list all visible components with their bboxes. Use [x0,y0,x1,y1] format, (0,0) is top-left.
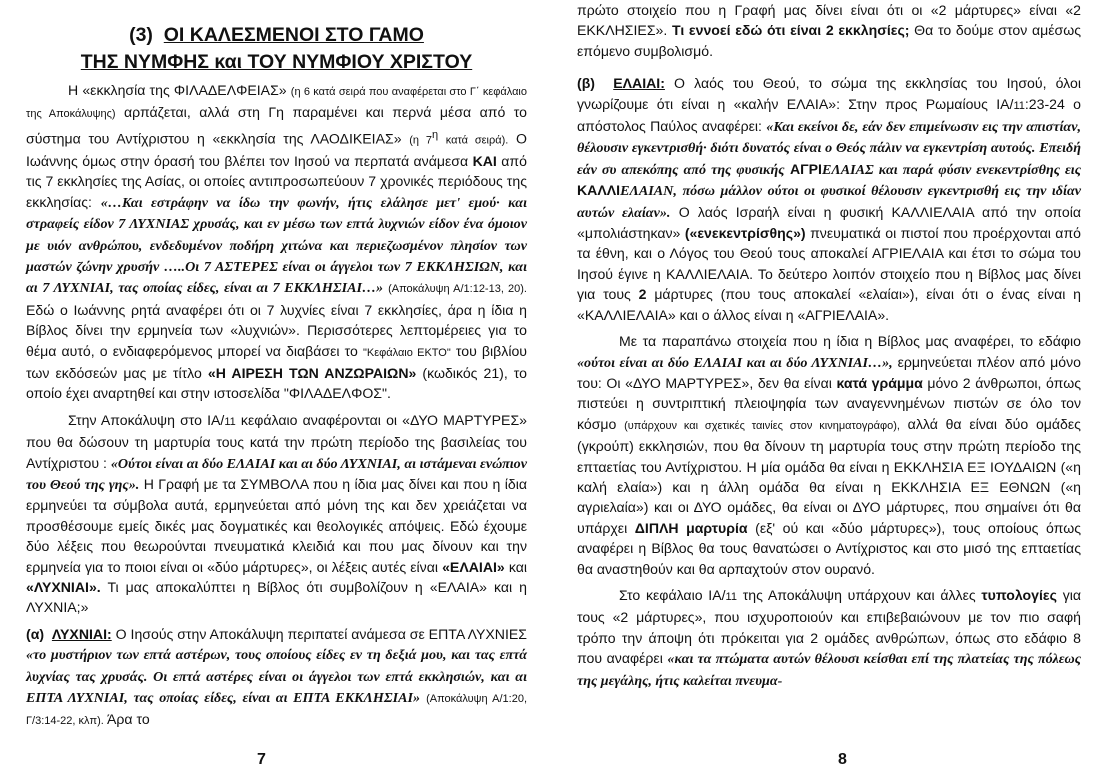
section-label: (β) [577,75,595,92]
chapter-title [26,22,527,76]
bible-quote: «ούτοι είναι αι δύο ΕΛΑΙΑΙ και αι δύο ΛΥΧΝΙΑΙ…», [577,354,893,371]
paragraph-two-witnesses: Στην Αποκάλυψη στο ΙΑ/11 κεφάλαιο αναφέρονται οι «ΔΥΟ ΜΑΡΤΥΡΕΣ» που θα δώσουν τη μαρτυρία τους κατά την πρώτη περίοδο της βασιλείας του Αντίχριστου : «Ούτοι είναι αι δύο ΕΛΑΙΑΙ και αι δύο ΛΥΧΝΙΑΙ, αι ιστάμεναι ενώπιον του Θεού της γης». Η Γραφή με τα ΣΥΜΒΟΛΑ που η ίδια μας δίνει και που η ίδια ερμηνεύει τα σύμβολα αυτά, ερμηνεύεται από μόνη της και δεν χρειάζεται να προσθέσουμε εμείς δικές μας δογματικές και θεολογικές απόψεις. Εδώ έχουμε δύο λέξεις που θεωρούνται πνευματικά κλειδιά και που μας δίνουν και την ερμηνεία για το ποιοι είναι οι «δύο μάρτυρες», οι λέξεις αυτές είναι «ΕΛΑΙΑΙ» και «ΛΥΧΝΙΑΙ». Τι μας αποκαλύπτει η Βίβλος ότι συμβολίζουν η «ΕΛΑΙΑ» και η ΛΥΧΝΙΑ;» [26,411,528,616]
bible-quote: «…Και εστράφην να ίδω την φωνήν, ήτις ελάλησε μετ' εμού· και στραφείς είδον 7 ΛΥΧΝΙΑΣ χρυσάς, και εν μέσω των επτά λυχνιών είδον ένα όμοιον με υιόν ανθρώπου, ενδεδυμένον ποδήρη χιτώνα και περιεζωσμένον πλησίον των μαστών ζώνην χρυσήν …..Οι 7 ΑΣΤΕΡΕΣ είναι οι άγγελοι των 7 ΕΚΚΛΗΣΙΩΝ, και αι 7 ΛΥΧΝΙΑΙ, τας οποίας είδες, είναι αι 7 ΕΚΚΛΗΣΙΑΙ…» [26,194,527,297]
section-label: (α) [26,625,45,642]
section-heading: ΕΛΑΙΑΙ: [613,75,665,92]
bible-quote: «και τα πτώματα αυτών θέλουσι κείσθαι επί της πλατείας της πόλεως της μεγάλης, ήτις καλείται πνευμα- [577,651,1081,689]
title-line-1: ΟΙ ΚΑΛΕΣΜΕΝΟΙ ΣΤΟ ΓΑΜΟ [163,24,424,46]
paragraph-interpretation: Με τα παραπάνω στοιχεία που η ίδια η Βίβλος μας αναφέρει, το εδάφιο «ούτοι είναι αι δύο ΕΛΑΙΑΙ και αι δύο ΛΥΧΝΙΑΙ…», ερμηνεύεται πλέον από μόνο του: Οι «ΔΥΟ ΜΑΡΤΥΡΕΣ», δεν θα είναι κατά γράμμα μόνο 2 άνθρωποι, όπως πιστεύει η συντριπτική πλειοψηφία των αναγεννημένων πιστών σε όλο τον κόσμο (υπάρχουν και σχετικές ταινίες στον κινηματογράφο), αλλά θα είναι δύο ομάδες (γκρούπ) εκκλησιών, που θα δίνουν τη μαρτυρία τους στην πρώτη περίοδο της επταετίας του Αντίχριστου. Η μία ομάδα θα είναι η ΕΚΚΛΗΣΙΑ ΕΞ ΙΟΥΔΑΙΩΝ («η καλή ελαία») και η άλλη ομάδα θα είναι η ΕΚΚΛΗΣΙΑ ΕΞ ΕΘΝΩΝ («η αγριελαία») και οι ΔΥΟ ομάδες, θα είναι οι ΔΥΟ μάρτυρες, που σημαίνει ότι θα υπάρχει ΔΙΠΛΗ μαρτυρία (εξ' ού και «δύο μάρτυρες»), τους οποίους όπως αναφέρει η Βίβλος θα τους θανατώσει ο Αντίχριστος και στο μισό της επταετίας θα αναστηθούν και θα αρπαχτούν στον ουρανό. [577,333,1082,577]
section-heading: ΛΥΧΝΙΑΙ: [51,625,112,642]
paragraph-lychniai: (α) ΛΥΧΝΙΑΙ: Ο Ιησούς στην Αποκάλυψη περιπατεί ανάμεσα σε ΕΠΤΑ ΛΥΧΝΙΕΣ «το μυστήριον των επτά αστέρων, τους οποίους είδες εν τη δεξιά μου, και τας επτά λυχνίας τας χρυσάς. Οι επτά αστέρες είναι οι άγγελοι των επτά εκκλησιών, και αι ΕΠΤΑ ΛΥΧΝΙΑΙ, τας οποίας είδες, είναι αι ΕΠΤΑ ΕΚΚΛΗΣΙΑΙ» (Αποκάλυψη Α/1:20, Γ/3:14-22, κλπ). Άρα το [26,625,528,728]
right-page [553,0,1107,775]
paragraph-philadelphia: Η «εκκλησία της ΦΙΛΑΔΕΛΦΕΙΑΣ» (η 6 κατά σειρά που αναφέρεται στο Γ΄ κεφάλαιο της Αποκάλυψης) αρπάζεται, αλλά στη Γη παραμένει και περνά μέσα από το σύστημα του Αντίχριστου η «εκκλησία της ΛΑΟΔΙΚΕΙΑΣ» (η $7^\eta$ κατά σειρά). Ο Ιωάννης όμως στην όρασή του βλέπει τον Ιησού να περπατά ανάμεσα ΚΑΙ από τις 7 εκκλησίες της Ασίας, οι οποίες αντιπροσωπεύουν 7 χρονικές περιόδους της εκκλησίας: «…Και εστράφην να ίδω την φωνήν, ήτις ελάλησε μετ' εμού· και στραφείς είδον 7 ΛΥΧΝΙΑΣ χρυσάς, και εν μέσω των επτά λυχνιών είδον ένα όμοιον με υιόν ανθρώπου, ενδεδυμένον ποδήρη χιτώνα και περιεζωσμένον πλησίον των μαστών ζώνην χρυσήν …..Οι 7 ΑΣΤΕΡΕΣ είναι οι άγγελοι των 7 ΕΚΚΛΗΣΙΩΝ, και αι 7 ΛΥΧΝΙΑΙ, τας οποίας είδες, είναι αι 7 ΕΚΚΛΗΣΙΑΙ…» (Αποκάλυψη Α/1:12-13, 20). Εδώ ο Ιωάννης ρητά αναφέρει ότι οι 7 λυχνίες είναι 7 εκκλησίες, άρα η ίδια η Βίβλος δίνει την ερμηνεία των «λυχνιών». Περισσότερες λεπτομέρειες για το θέμα αυτό, ο ενδιαφερόμενος μπορεί να διαβάσει το "Κεφάλαιο ΕΚΤΟ" του βιβλίου των εκδόσεών μας με τίτλο «Η ΑΙΡΕΣΗ ΤΩΝ ΑΝΖΩΡΑΙΩΝ» (κωδικός 21), το οποίο έχει αναρτηθεί και στην ιστοσελίδα "ΦΙΛΑΔΕΛΦΟΣ". [26,82,528,402]
page-number: 7 [257,751,266,768]
bible-quote: «το μυστήριον των επτά αστέρων, τους οποίους είδες εν τη δεξιά μου, και τας επτά λυχνίας τας χρυσάς. Οι επτά αστέρες είναι οι άγγελοι των επτά εκκλησιών, και αι ΕΠΤΑ ΛΥΧΝΙΑΙ, τας οποίας είδες, είναι αι ΕΠΤΑ ΕΚΚΛΗΣΙΑΙ» [26,647,527,707]
bible-quote: «Ούτοι είναι αι δύο ΕΛΑΙΑΙ και αι δύο ΛΥΧΝΙΑΙ, αι ιστάμεναι ενώπιον του Θεού της γης». [26,455,527,493]
title-number: (3) [129,24,153,46]
paragraph-continuation: πρώτο στοιχείο που η Γραφή μας δίνει είναι ότι οι «2 μάρτυρες» είναι «2 ΕΚΚΛΗΣΙΕΣ». Τι εννοεί εδώ ότι είναι 2 εκκλησίες; Θα το δούμε στον αμέσως επόμενο συμβολισμό. [577,2,1081,59]
page-number: 8 [838,751,847,768]
paragraph-elaiai: (β) ΕΛΑΙΑΙ: Ο λαός του Θεού, το σώμα της εκκλησίας του Ιησού, όλοι γνωρίζουμε ότι είναι η «καλήν ΕΛΑΙΑ»: Στην προς Ρωμαίους ΙΑ/11:23-24 ο απόστολος Παύλος αναφέρει: «Και εκείνοι δε, εάν δεν επιμείνωσιν εις την απιστίαν, θέλουσιν εγκεντρισθή· διότι δυνατός είναι ο Θεός πάλιν να εγκεντρίση αυτούς. Επειδή εάν συ απεκόπης από της φυσικής ΑΓΡΙΕΛΑΙΑΣ και παρά φύσιν ενεκεντρίσθης εις ΚΑΛΛΙΕΛΑΙΑΝ, πόσω μάλλον ούτοι οι φυσικοί θέλουσιν εγκεντρισθή εις την ιδίαν αυτών ελαίαν». Ο λαός Ισραήλ είναι η φυσική ΚΑΛΛΙΕΛΑΙΑ από την οποία «μπολιάστηκαν» («ενεκεντρίσθης») πνευματικά οι πιστοί που προέρχονται από τα έθνη, και ο Λόγος του Θεού τους αποκαλεί ΑΓΡΙΕΛΑΙΑ και έτσι το σώμα του Ιησού έγινε η ΚΑΛΛΙΕΛΑΙΑ. Το δεύτερο λοιπόν στοιχείο που η Βίβλος μας δίνει για τους 2 μάρτυρες (που τους αποκαλεί «ελαίαι»), είναι ότι ο ένας είναι η «ΚΑΛΛΙΕΛΑΙΑ» και ο άλλος είναι η «ΑΓΡΙΕΛΑΙΑ». [577,75,1082,323]
paragraph-typologies: Στο κεφάλαιο ΙΑ/11 της Αποκάλυψη υπάρχουν και άλλες τυπολογίες για τους «2 μάρτυρες», που ισχυροποιούν και επιβεβαιώνουν με τον πιο σαφή τρόπο την άποψη ότι πρόκειται για 2 ομάδες ανθρώπων, όπως στο εδάφιο 8 που αναφέρει «και τα πτώματα αυτών θέλουσι κείσθαι επί της πλατείας της πόλεως της μεγάλης, ήτις καλείται πνευμα- [577,586,1082,689]
title-line-2: ΤΗΣ ΝΥΜΦΗΣ και ΤΟΥ ΝΥΜΦΙΟΥ ΧΡΙΣΤΟΥ [80,51,473,73]
left-page [0,0,553,775]
scripture-reference: (Αποκάλυψη Α/1:20, Γ/3:14-22, κλπ). [26,693,528,728]
bible-quote: «Και εκείνοι δε, εάν δεν επιμείνωσιν εις την απιστίαν, θέλουσιν εγκεντρισθή· διότι δυνατός είναι ο Θεός πάλιν να εγκεντρίση αυτούς. Επειδή εάν συ απεκόπης από της φυσικής [577,119,1081,178]
scripture-reference: (Αποκάλυψη Α/1:12-13, 20). [388,283,527,296]
